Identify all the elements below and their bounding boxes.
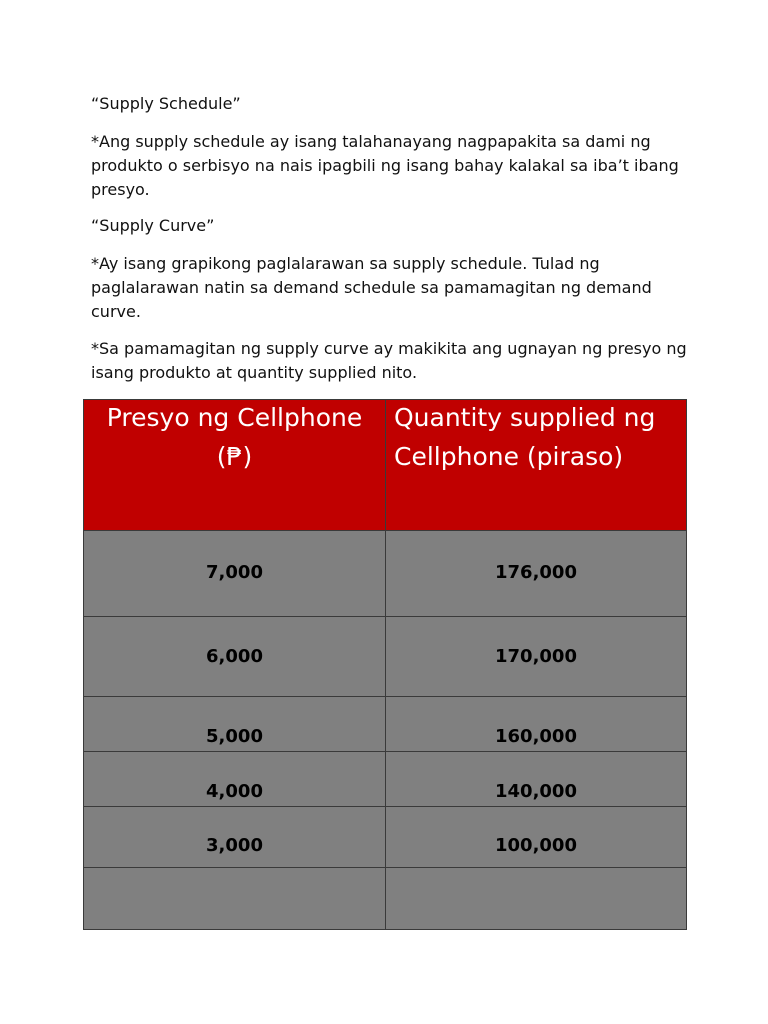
price-cell xyxy=(84,617,386,697)
price-cell xyxy=(84,807,386,868)
heading-supply-schedule: “Supply Schedule” xyxy=(91,94,241,113)
price-cell xyxy=(84,531,386,617)
header-quantity-label: Quantity supplied ng Cellphone (piraso) xyxy=(394,403,656,471)
quantity-cell xyxy=(386,752,687,807)
price-value: 5,000 xyxy=(206,725,263,747)
price-cell xyxy=(84,868,386,930)
table-header-row xyxy=(84,400,687,531)
price-cell xyxy=(84,697,386,752)
paragraph-supply-curve-relationship: *Sa pamamagitan ng supply curve ay makikita ang ugnayan ng presyo ng isang produkto at quantity supplied nito. xyxy=(91,339,687,382)
supply-schedule-table xyxy=(83,399,687,930)
quantity-value: 170,000 xyxy=(495,646,577,667)
table-row xyxy=(84,752,687,807)
price-value: 4,000 xyxy=(206,780,263,802)
table-row xyxy=(84,617,687,697)
table-row xyxy=(84,697,687,752)
quantity-cell xyxy=(386,868,687,930)
price-value: 6,000 xyxy=(206,646,263,667)
quantity-cell xyxy=(386,807,687,868)
quantity-value: 160,000 xyxy=(495,725,577,747)
quantity-value: 140,000 xyxy=(495,780,577,802)
quantity-value: 100,000 xyxy=(495,835,577,856)
table-row xyxy=(84,807,687,868)
price-value: 3,000 xyxy=(206,835,263,856)
paragraph-supply-curve-definition: *Ay isang grapikong paglalarawan sa supply schedule. Tulad ng paglalarawan natin sa demand schedule sa pamamagitan ng demand curve. xyxy=(91,254,652,321)
table-row xyxy=(84,531,687,617)
header-price xyxy=(84,400,386,531)
paragraph-supply-schedule-definition: *Ang supply schedule ay isang talahanayang nagpapakita sa dami ng produkto o serbisyo na nais ipagbili ng isang bahay kalakal sa iba’t ibang presyo. xyxy=(91,132,679,199)
table-row xyxy=(84,868,687,930)
quantity-cell xyxy=(386,697,687,752)
price-cell xyxy=(84,752,386,807)
header-price-label: Presyo ng Cellphone (₱) xyxy=(106,403,363,471)
quantity-value: 176,000 xyxy=(495,562,577,583)
heading-supply-curve: “Supply Curve” xyxy=(91,216,215,235)
quantity-cell xyxy=(386,531,687,617)
price-value: 7,000 xyxy=(206,562,263,583)
header-quantity xyxy=(386,400,687,531)
quantity-cell xyxy=(386,617,687,697)
